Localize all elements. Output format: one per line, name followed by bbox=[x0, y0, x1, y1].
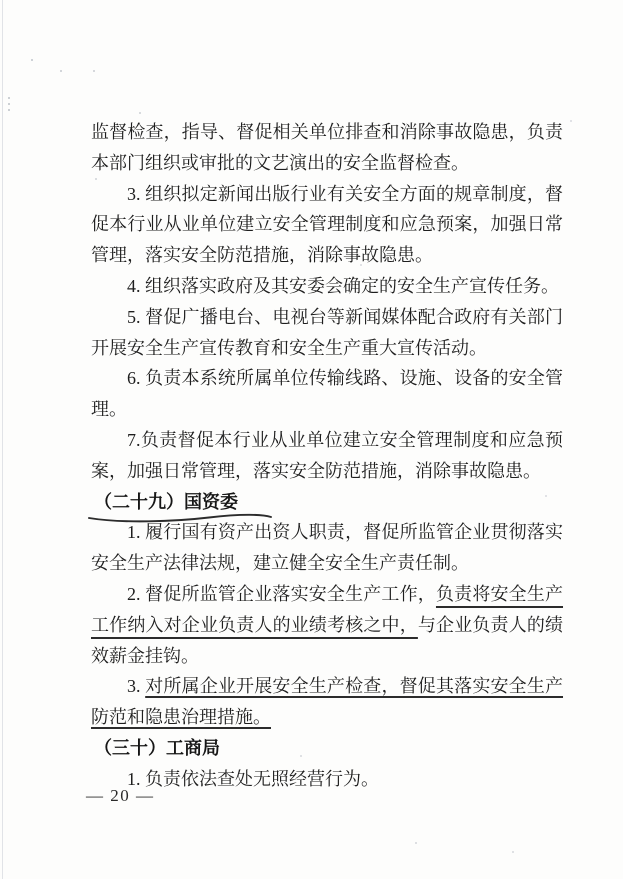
list-item-paragraph: 7.负责督促本行业从业单位建立安全管理制度和应急预案，加强日常管理，落实安全防范措施，消除事故隐患。 bbox=[91, 429, 563, 481]
list-item-paragraph: 1. 履行国有资产出资人职责，督促所监管企业贯彻落实安全生产法律法规，建立健全安全生产责任制。 bbox=[91, 522, 563, 574]
paragraph-text: 2. 督促所监管企业落实安全生产工作， bbox=[127, 583, 436, 604]
list-item-paragraph: 1. 负责依法查处无照经营行为。 bbox=[127, 768, 379, 789]
list-item-paragraph bbox=[91, 579, 563, 671]
paragraph-text: 3. bbox=[127, 676, 146, 697]
hand-underlined-text: 对所属企业开展安全生产检查，督促其落实安全生产防范和隐患治理措施。 bbox=[91, 676, 564, 728]
hand-underlined-text: 负责将安全生产工作纳入对企业负责人的业绩考核之中， bbox=[91, 583, 564, 635]
page-number: — 20 — bbox=[86, 786, 155, 805]
section-heading-text: （三十）工商局 bbox=[94, 737, 220, 758]
list-item-paragraph: 5. 督促广播电台、电视台等新闻媒体配合政府有关部门开展安全生产宣传教育和安全生产重大宣传活动。 bbox=[91, 306, 563, 358]
list-item-paragraph: 4. 组织落实政府及其安委会确定的安全生产宣传任务。 bbox=[127, 275, 559, 296]
scan-left-edge-artifact bbox=[2, 0, 3, 879]
section-heading-guoziwei bbox=[91, 487, 563, 518]
paragraph-continuation: 监督检查，指导、督促相关单位排查和消除事故隐患，负责本部门组织或审批的文艺演出的安全监督检查。 bbox=[91, 122, 563, 173]
scan-noise bbox=[0, 0, 2, 2]
hand-drawn-underline bbox=[87, 512, 273, 524]
list-item-paragraph: 6. 负责本系统所属单位传输线路、设施、设备的安全管理。 bbox=[91, 368, 563, 420]
section-heading-text: （二十九）国资委 bbox=[94, 491, 238, 512]
list-item-paragraph bbox=[91, 671, 563, 733]
list-item-paragraph: 3. 组织拟定新闻出版行业有关安全方面的规章制度，督促本行业从业单位建立安全管理制度和应急预案，加强日常管理，落实安全防范措施，消除事故隐患。 bbox=[91, 183, 563, 266]
paragraph-text: 与企业负责人的绩效薪金挂钩。 bbox=[91, 614, 564, 666]
document-body bbox=[91, 117, 563, 795]
section-heading-gongshangju bbox=[91, 733, 563, 764]
